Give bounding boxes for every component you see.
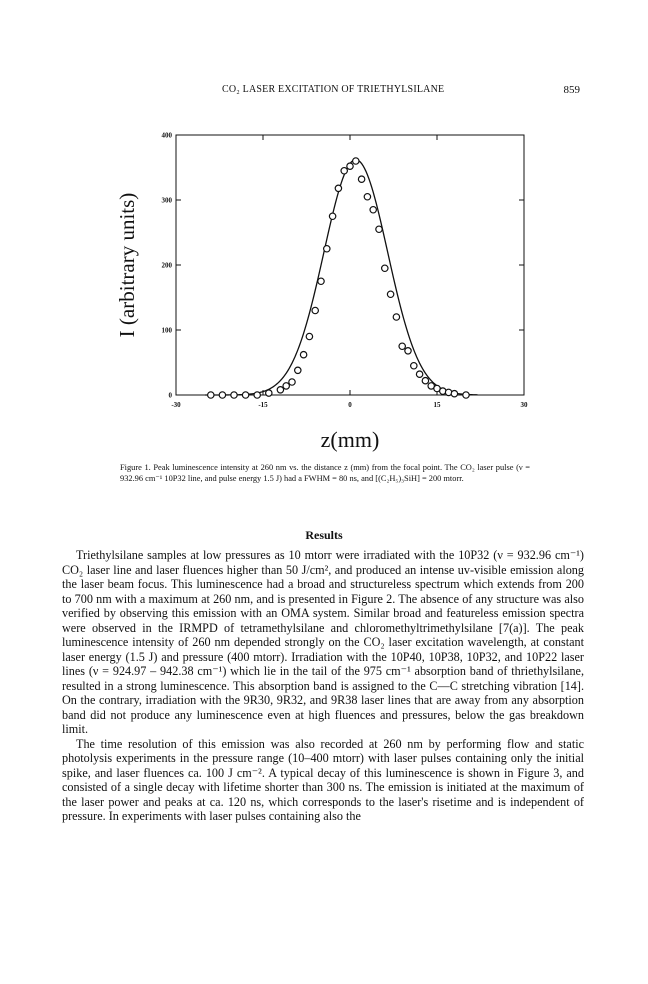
page-number: 859 [563,84,580,96]
body-text [62,548,584,824]
data-point [353,158,359,164]
data-point [399,343,405,349]
paragraph: Triethylsilane samples at low pressures as 10 mtorr were irradiated with the 10P32 (ν = 932.96 cm⁻¹) CO₂ laser line and laser fluences higher than 50 J/cm², and produced an intense uv-visible emission along the laser beam focus. This luminescence had a broad and structureless spectrum which extends from 200 to 700 nm with a maximum at 260 nm, and is presented in Figure 2. The absence of any structure was also verified by observing this emission with an OMA system. Similar broad and featureless emission spectra were observed in the IRMPD of tetramethylsilane and chloromethyltrimethylsilane [7(a)]. The peak luminescence intensity of 260 nm depended strongly on the CO₂ laser excitation wavelength, at constant laser energy (1.5 J) and pressure (400 mtorr). Irradiation with the 10P40, 10P38, 10P32, and 10P22 laser lines (ν = 924.97 – 942.38 cm⁻¹) which lie in the tail of the 975 cm⁻¹ absorption band of thriethylsilane, resulted in a strong luminescence. This absorption band is assigned to the C—C stretching vibration [14]. On the contrary, irradiation with the 9R30, 9R32, and 9R38 laser lines that are away from any absorption band did not produce any luminescence even at high fluences and pressures, below the gas breakdown limit. [62,548,584,736]
data-point [341,168,347,174]
data-point [300,352,306,358]
data-point [463,392,469,398]
data-point [306,333,312,339]
x-tick-label: 0 [348,401,352,409]
data-point [254,392,260,398]
y-tick-label: 200 [161,261,172,270]
data-point [358,176,364,182]
data-point [329,213,335,219]
y-tick-label: 0 [168,391,172,400]
data-point [393,314,399,320]
data-point [364,194,370,200]
plot-frame [176,135,524,395]
figure-1-chart [0,0,648,470]
data-point [451,391,457,397]
y-tick-labels [162,132,173,400]
data-point [318,278,324,284]
y-tick-label: 100 [161,326,172,335]
x-tick-label: -15 [258,401,268,409]
data-point [219,392,225,398]
fit-curve [205,160,478,395]
data-point [266,390,272,396]
data-point [324,246,330,252]
data-point [347,163,353,169]
data-point [376,226,382,232]
data-point [387,291,393,297]
data-point [295,367,301,373]
data-point [208,392,214,398]
x-tick-label: -30 [171,401,181,409]
y-tick-label: 300 [161,196,172,205]
data-point [283,383,289,389]
y-axis-label: I (arbitrary units) [115,192,139,338]
data-point [370,207,376,213]
tick-marks [176,135,524,395]
data-point [405,348,411,354]
data-point [411,363,417,369]
data-point [416,371,422,377]
x-tick-label: 15 [433,401,441,409]
data-point [335,185,341,191]
figure-caption: Figure 1. Peak luminescence intensity at 260 nm vs. the distance z (mm) from the focal point. The CO₂ laser pulse (ν = 932.96 cm⁻¹ 10P32 line, and pulse energy 1.5 J) had a FWHM = 80 ns, and [(C₂H₅)₃SiH] = 200 mtorr. [120,463,530,483]
data-point [289,379,295,385]
paragraph: The time resolution of this emission was also recorded at 260 nm by performing flow and static photolysis experiments in the pressure range (10–400 mtorr) with laser pulses containing only the initial spike, and laser fluences ca. 100 J cm⁻². A typical decay of this luminescence is shown in Figure 3, and consisted of a single decay with lifetime shorter than 300 ns. The emission is initiated at the maximum of the laser power and peaks at ca. 120 ns, which corresponds to the laser's risetime and is independent of pressure. In experiments with laser pulses containing also the [62,736,584,823]
section-heading: Results [305,528,343,542]
data-point [422,378,428,384]
x-axis-label: z(mm) [320,427,380,452]
running-title: CO₂ LASER EXCITATION OF TRIETHYLSILANE [222,84,445,95]
x-tick-label: 30 [520,401,528,409]
x-tick-labels [171,401,528,409]
y-tick-label: 400 [161,131,172,140]
data-point [231,392,237,398]
data-point [312,307,318,313]
data-point [277,387,283,393]
data-point [382,265,388,271]
data-point [242,392,248,398]
